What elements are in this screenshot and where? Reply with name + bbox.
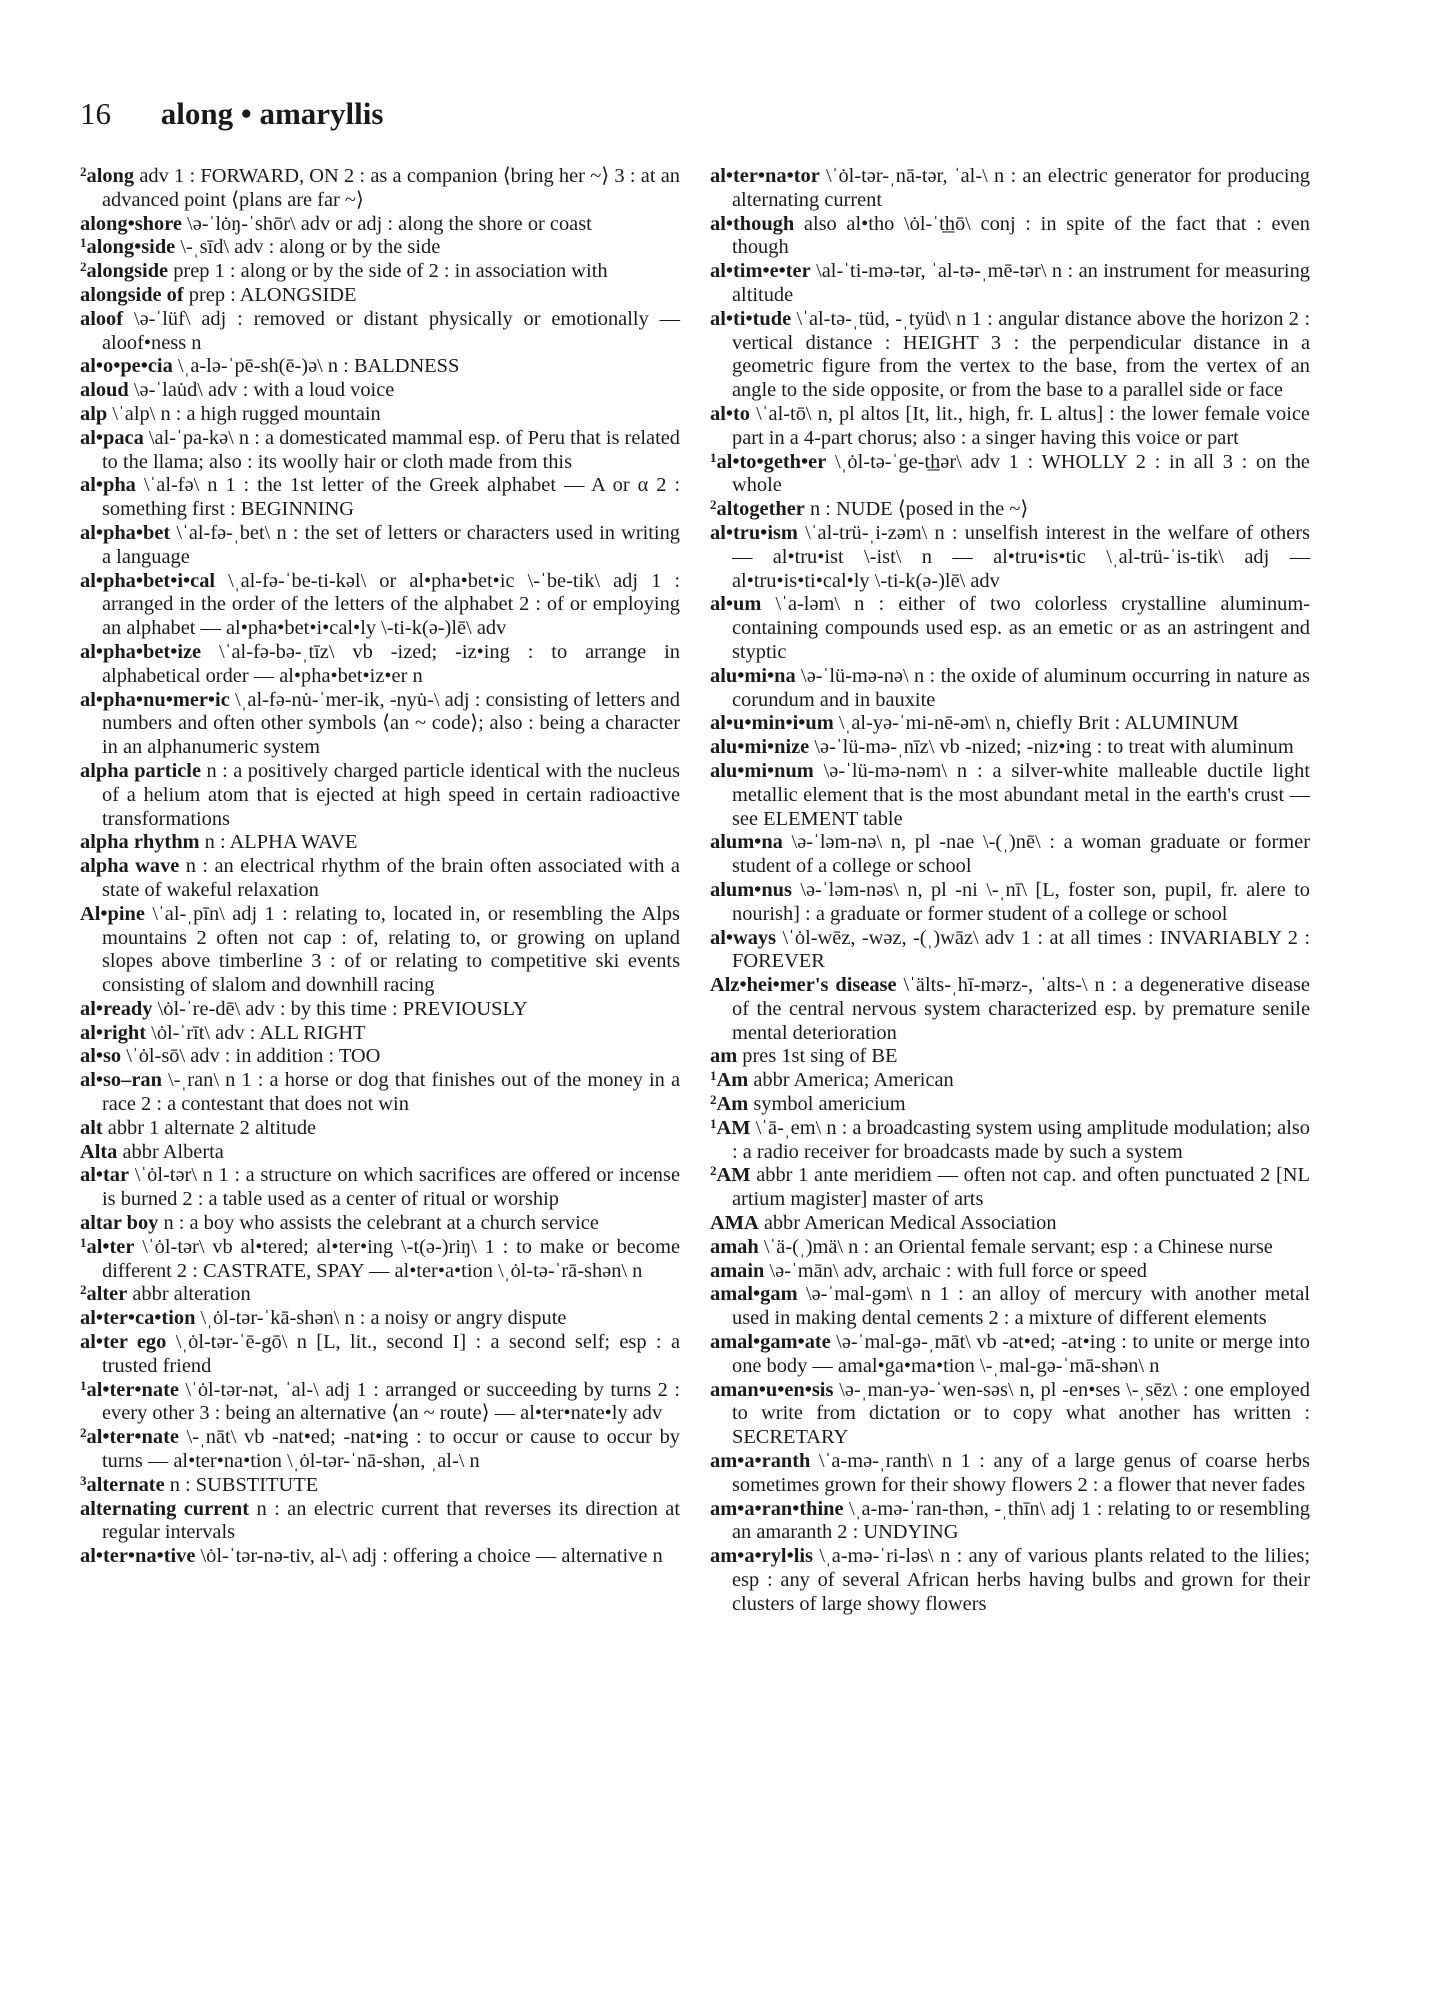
dictionary-entry bbox=[80, 522, 680, 570]
dictionary-entry bbox=[80, 213, 680, 237]
entry-headword bbox=[80, 998, 152, 1020]
dictionary-entry bbox=[80, 855, 680, 903]
entry-definition: \ˌȯl-tər-ˈē-gō\ n [L, lit., second I] : a second self; esp : a trusted friend bbox=[102, 1331, 681, 1377]
dictionary-entry bbox=[80, 427, 680, 475]
entry-definition: \ȯl-ˈre-dē\ adv : by this time : PREVIOUSLY bbox=[157, 997, 528, 1020]
entry-definition: \al-ˈpa-kə\ n : a domesticated mammal esp. of Peru that is related to the llama; also : its woolly hair or cloth made from this bbox=[102, 426, 680, 473]
headword-text: alpha particle bbox=[80, 759, 202, 782]
entry-definition: symbol americium bbox=[753, 1093, 906, 1116]
entry-definition: \ˌa-lə-ˈpē-sh(ē-)ə\ n : BALDNESS bbox=[177, 355, 460, 378]
entry-headword bbox=[80, 831, 200, 853]
headword-text: al•ready bbox=[80, 997, 153, 1020]
entry-definition: abbr American Medical Association bbox=[763, 1212, 1057, 1235]
entry-headword bbox=[80, 1307, 195, 1329]
entry-definition: \ə-ˈlüf\ adj : removed or distant physically or emotionally — aloof•ness n bbox=[102, 307, 680, 354]
entry-headword bbox=[710, 451, 826, 473]
entry-headword bbox=[80, 1426, 179, 1448]
dictionary-entry bbox=[710, 403, 1310, 451]
dictionary-entry bbox=[710, 1260, 1310, 1284]
headword-text: al•pha bbox=[80, 474, 136, 497]
dictionary-entry bbox=[710, 879, 1310, 927]
dictionary-entry bbox=[710, 1379, 1310, 1450]
entry-definition: prep : ALONGSIDE bbox=[188, 283, 357, 306]
entry-headword bbox=[710, 760, 814, 782]
dictionary-entry bbox=[80, 1545, 680, 1569]
entry-headword bbox=[710, 1331, 831, 1353]
entry-headword bbox=[710, 308, 791, 330]
entry-definition: \ˈal-fə-bə-ˌtīz\ vb -ized; -iz•ing : to arrange in alphabetical order — al•pha•bet•iz•er n bbox=[102, 640, 680, 687]
entry-definition: \ˈal-tō\ n, pl altos [It, lit., high, fr. L altus] : the lower female voice part in a 4-part chorus; also : a singer having this voice or part bbox=[732, 402, 1310, 449]
entry-headword bbox=[710, 665, 796, 687]
dictionary-entry bbox=[80, 236, 680, 260]
entry-headword bbox=[80, 1022, 146, 1044]
headword-text: alongside bbox=[86, 260, 169, 283]
entry-headword bbox=[80, 1474, 165, 1496]
headword-text: al•ter•nate bbox=[86, 1426, 179, 1449]
entry-definition: \-ˌran\ n 1 : a horse or dog that finishes out of the money in a race 2 : a contestant that does not win bbox=[102, 1069, 680, 1116]
headword-text: alum•nus bbox=[710, 878, 792, 901]
headword-text: al•tru•ism bbox=[710, 521, 798, 544]
entry-definition: \ˈȯl-tər-ˌnā-tər, ˈal-\ n : an electric generator for producing alternating current bbox=[732, 165, 1310, 211]
headword-text: al•u•min•i•um bbox=[710, 712, 834, 735]
headword-text: al•ti•tude bbox=[710, 307, 792, 330]
headword-text: al•ter•nate bbox=[86, 1378, 179, 1401]
homograph-number: 1 bbox=[710, 449, 717, 465]
entry-definition: \ˈal-fə\ n 1 : the 1st letter of the Greek alphabet — A or α 2 : something first : BEGINNING bbox=[102, 474, 680, 521]
headword-text: Al•pine bbox=[80, 902, 145, 925]
dictionary-entry bbox=[710, 974, 1310, 1045]
page-header bbox=[80, 96, 383, 132]
headword-text: am bbox=[710, 1045, 738, 1068]
entry-definition: \ˈal-trü-ˌi-zəm\ n : unselfish interest in the welfare of others — al•tru•ist \-ist\ n — al•tru•is•tic \ˌal-trü-ˈis-tik\ adj — al•tru•is•ti•cal•ly \-ti-k(ə-)lē\ adv bbox=[732, 521, 1310, 592]
entry-headword bbox=[710, 1545, 813, 1567]
entry-definition: \ˈȯl-tər-nət, ˈal-\ adj 1 : arranged or succeeding by turns 2 : every other 3 : being an alternative ⟨an ~ route⟩ — al•ter•nate•ly adv bbox=[102, 1378, 680, 1425]
entry-definition: \ə-ˈlȯŋ-ˈshōr\ adv or adj : along the shore or coast bbox=[187, 212, 592, 235]
dictionary-entry bbox=[710, 1236, 1310, 1260]
entry-definition: \-ˌnāt\ vb -nat•ed; -nat•ing : to occur or cause to occur by turns — al•ter•na•tion \ˌȯl-tər-ˈnā-shən, ˌal-\ n bbox=[102, 1426, 680, 1473]
entry-definition: \ə-ˈmal-gə-ˌmāt\ vb -at•ed; -at•ing : to unite or merge into one body — amal•ga•ma•tion \-ˌmal-gə-ˈmā-shən\ n bbox=[732, 1331, 1310, 1377]
dictionary-entry bbox=[710, 213, 1310, 261]
entry-headword bbox=[80, 1379, 179, 1401]
headword-text: am•a•ranth bbox=[710, 1450, 811, 1473]
entry-headword bbox=[80, 1212, 158, 1234]
entry-headword bbox=[710, 1069, 748, 1091]
dictionary-entry bbox=[710, 1498, 1310, 1546]
entry-definition: \ȯl-ˈtər-nə-tiv, al-\ adj : offering a choice — alternative n bbox=[200, 1545, 663, 1568]
homograph-number: 1 bbox=[710, 1115, 717, 1131]
entry-definition: \ˈälts-ˌhī-mərz-, ˈalts-\ n : a degenerative disease of the central nervous system characterized esp. by premature senile mental deterioration bbox=[732, 974, 1310, 1044]
entry-headword bbox=[80, 1331, 166, 1353]
headword-text: alter bbox=[86, 1283, 128, 1306]
dictionary-entry bbox=[80, 355, 680, 379]
dictionary-entry bbox=[710, 831, 1310, 879]
headword-text: al•so bbox=[80, 1045, 122, 1068]
dictionary-entry bbox=[710, 498, 1310, 522]
headword-text: al•ter ego bbox=[80, 1331, 167, 1354]
entry-definition: \ˈȯl-wēz, -wəz, -(ˌ)wāz\ adv 1 : at all times : INVARIABLY 2 : FOREVER bbox=[732, 926, 1310, 973]
headword-text: Alz•hei•mer's disease bbox=[710, 974, 897, 997]
entry-headword bbox=[710, 879, 792, 901]
entry-headword bbox=[80, 403, 107, 425]
entry-headword bbox=[80, 1283, 127, 1305]
entry-definition: \ˌa-mə-ˈran-thən, -ˌthīn\ adj 1 : relating to or resembling an amaranth 2 : UNDYING bbox=[732, 1497, 1310, 1544]
headword-text: al•so–ran bbox=[80, 1069, 162, 1092]
dictionary-entry bbox=[710, 1545, 1310, 1616]
entry-headword bbox=[80, 903, 145, 925]
dictionary-entry bbox=[80, 903, 680, 998]
entry-headword bbox=[80, 1045, 121, 1067]
headword-text: AMA bbox=[710, 1212, 759, 1235]
headword-text: al•pha•nu•mer•ic bbox=[80, 688, 230, 711]
headword-text: al•tim•e•ter bbox=[710, 260, 811, 283]
headword-text: alu•mi•na bbox=[710, 664, 796, 687]
entry-headword bbox=[80, 236, 175, 258]
entry-headword bbox=[80, 641, 201, 663]
dictionary-entry bbox=[80, 1117, 680, 1141]
dictionary-entry bbox=[710, 712, 1310, 736]
entry-headword bbox=[80, 1498, 249, 1520]
entry-headword bbox=[80, 689, 230, 711]
dictionary-entry bbox=[710, 260, 1310, 308]
entry-headword bbox=[80, 427, 144, 449]
entry-headword bbox=[710, 1212, 759, 1234]
headword-text: amain bbox=[710, 1259, 765, 1282]
entry-definition: abbr alteration bbox=[132, 1283, 251, 1306]
entry-headword bbox=[710, 1379, 833, 1401]
entry-definition: \al-ˈti-mə-tər, ˈal-tə-ˌmē-tər\ n : an instrument for measuring altitude bbox=[732, 260, 1310, 306]
entry-headword bbox=[710, 1260, 764, 1282]
dictionary-entry bbox=[80, 641, 680, 689]
headword-text: al•right bbox=[80, 1021, 147, 1044]
entry-headword bbox=[80, 1164, 129, 1186]
homograph-number: 1 bbox=[710, 1068, 717, 1084]
entry-definition: n : SUBSTITUTE bbox=[169, 1473, 319, 1496]
entry-definition: \ə-ˈmān\ adv, archaic : with full force or speed bbox=[769, 1259, 1147, 1282]
entry-definition: n : NUDE ⟨posed in the ~⟩ bbox=[809, 498, 1029, 521]
entry-headword bbox=[80, 570, 215, 592]
headword-text: alternate bbox=[86, 1473, 165, 1496]
entry-definition: \ˈal-tə-ˌtüd, -ˌtyüd\ n 1 : angular distance above the horizon 2 : vertical distance : HEIGHT 3 : the perpendicular distance in a geometric figure from the vertex to the base, from the vertex of an angle to the side opposite, or from the base to a parallel side or face bbox=[732, 307, 1310, 402]
entry-headword bbox=[710, 1093, 748, 1115]
dictionary-entry bbox=[80, 1283, 680, 1307]
entry-definition: \ə-ˈmal-gəm\ n 1 : an alloy of mercury with another metal used in making dental cements 2 : a mixture of different elements bbox=[732, 1283, 1310, 1330]
entry-definition: \ə-ˈlü-mə-nə\ n : the oxide of aluminum occurring in nature as corundum and in bauxite bbox=[732, 664, 1310, 711]
entry-headword bbox=[80, 284, 184, 306]
dictionary-entry bbox=[710, 1093, 1310, 1117]
dictionary-entry bbox=[710, 522, 1310, 593]
entry-headword bbox=[710, 260, 811, 282]
headword-text: alpha wave bbox=[80, 855, 180, 878]
headword-text: alternating current bbox=[80, 1497, 250, 1520]
homograph-number: 2 bbox=[710, 1163, 717, 1179]
dictionary-entry bbox=[80, 474, 680, 522]
entry-headword bbox=[710, 1498, 844, 1520]
headword-text: al•tar bbox=[80, 1164, 130, 1187]
entry-headword bbox=[710, 498, 805, 520]
entry-headword bbox=[80, 355, 173, 377]
entry-definition: abbr America; American bbox=[753, 1069, 954, 1092]
headword-text: al•o•pe•cia bbox=[80, 355, 173, 378]
headword-text: al•to•geth•er bbox=[716, 450, 827, 473]
headword-text: am•a•ryl•lis bbox=[710, 1545, 813, 1568]
entry-headword bbox=[710, 974, 897, 996]
entry-headword bbox=[80, 1069, 162, 1091]
entry-definition: \ˈal-ˌpīn\ adj 1 : relating to, located in, or resembling the Alps mountains 2 often not cap : of, relating to, or growing on upland slopes above timberline 3 : of or relating to competitive ski events consisting of slalom and downhill racing bbox=[102, 902, 680, 997]
entry-definition: \ə-ˈləm-nəs\ n, pl -ni \-ˌnī\ [L, foster son, pupil, fr. alere to nourish] : a graduate or former student of a college or school bbox=[732, 878, 1310, 925]
dictionary-entry bbox=[80, 403, 680, 427]
entry-headword bbox=[80, 522, 170, 544]
headword-text: alum•na bbox=[710, 831, 783, 854]
entry-definition: \-ˌsīd\ adv : along or by the side bbox=[180, 236, 441, 259]
dictionary-entry bbox=[80, 1379, 680, 1427]
headword-text: al•though bbox=[710, 212, 795, 235]
headword-text: AM bbox=[716, 1164, 751, 1187]
entry-definition: \ˈal-fə-ˌbet\ n : the set of letters or characters used in writing a language bbox=[102, 521, 680, 568]
dictionary-entry bbox=[80, 379, 680, 403]
homograph-number: 2 bbox=[80, 1425, 87, 1441]
dictionary-entry bbox=[80, 570, 680, 641]
entry-definition: abbr 1 ante meridiem — often not cap. and often punctuated 2 [NL artium magister] master of arts bbox=[732, 1164, 1310, 1211]
homograph-number: 1 bbox=[80, 1377, 87, 1393]
homograph-number: 2 bbox=[80, 1282, 87, 1298]
dictionary-entry bbox=[80, 760, 680, 831]
entry-headword bbox=[80, 474, 136, 496]
headword-text: al•ter•na•tive bbox=[80, 1545, 196, 1568]
headword-text: alpha rhythm bbox=[80, 831, 200, 854]
entry-headword bbox=[710, 1236, 759, 1258]
headword-text: alu•mi•num bbox=[710, 759, 814, 782]
headword-text: al•pha•bet•i•cal bbox=[80, 569, 216, 592]
headword-text: aloud bbox=[80, 379, 129, 402]
dictionary-entry bbox=[80, 1069, 680, 1117]
dictionary-entry bbox=[80, 308, 680, 356]
left-column bbox=[80, 165, 680, 1569]
entry-headword bbox=[80, 760, 201, 782]
dictionary-entry bbox=[80, 1045, 680, 1069]
entry-definition: \ˈȯl-tər\ vb al•tered; al•ter•ing \-t(ə-)riŋ\ 1 : to make or become different 2 : CASTRATE, SPAY — al•ter•a•tion \ˌȯl-tə-ˈrā-shən\ n bbox=[102, 1235, 680, 1282]
dictionary-entry bbox=[710, 593, 1310, 664]
entry-definition: n : an electric current that reverses its direction at regular intervals bbox=[102, 1497, 680, 1544]
entry-definition: prep 1 : along or by the side of 2 : in association with bbox=[173, 260, 608, 283]
entry-definition: abbr Alberta bbox=[122, 1140, 224, 1163]
entry-definition: \ˌa-mə-ˈri-ləs\ n : any of various plants related to the lilies; esp : any of several African herbs having bulbs and grown for their clusters of large showy flowers bbox=[732, 1545, 1310, 1615]
entry-headword bbox=[80, 1117, 103, 1139]
headword-text: along•side bbox=[86, 236, 176, 259]
dictionary-entry bbox=[710, 1212, 1310, 1236]
dictionary-entry bbox=[710, 1117, 1310, 1165]
entry-headword bbox=[80, 308, 123, 330]
entry-headword bbox=[80, 165, 134, 187]
entry-headword bbox=[710, 1283, 798, 1305]
entry-definition: \ˈa-ləm\ n : either of two colorless crystalline aluminum-containing compounds used esp. as an emetic or as an astringent and styptic bbox=[732, 593, 1310, 663]
homograph-number: 2 bbox=[80, 259, 87, 275]
entry-definition: n : ALPHA WAVE bbox=[204, 831, 358, 854]
dictionary-entry bbox=[80, 1426, 680, 1474]
dictionary-entry bbox=[710, 1450, 1310, 1498]
dictionary-entry bbox=[710, 760, 1310, 831]
entry-headword bbox=[80, 855, 179, 877]
dictionary-entry bbox=[710, 1331, 1310, 1379]
entry-definition: \ˈȯl-sō\ adv : in addition : TOO bbox=[126, 1045, 381, 1068]
headword-text: al•paca bbox=[80, 426, 144, 449]
entry-headword bbox=[710, 1045, 737, 1067]
page-number: 16 bbox=[80, 96, 111, 131]
dictionary-entry bbox=[710, 1164, 1310, 1212]
entry-headword bbox=[710, 165, 820, 187]
headword-text: al•ways bbox=[710, 926, 777, 949]
entry-headword bbox=[710, 403, 750, 425]
entry-definition: \ə-ˈlü-mə-nəm\ n : a silver-white malleable ductile light metallic element that is the most abundant metal in the earth's crust — see ELEMENT table bbox=[732, 759, 1310, 830]
headword-text: al•to bbox=[710, 402, 750, 425]
entry-headword bbox=[710, 927, 776, 949]
entry-definition: \ˌal-fə-ˈbe-ti-kəl\ or al•pha•bet•ic \-ˈbe-tik\ adj 1 : arranged in the order of the letters of the alphabet 2 : of or employing an alphabet — al•pha•bet•i•cal•ly \-ti-k(ə-)lē\ adv bbox=[102, 569, 680, 640]
headword-text: altogether bbox=[716, 498, 805, 521]
headword-text: am•a•ran•thine bbox=[710, 1497, 844, 1520]
entry-definition: \ˌȯl-tə-ˈge-t͟hər\ adv 1 : WHOLLY 2 : in all 3 : on the whole bbox=[732, 450, 1310, 497]
headword-text: al•ter•ca•tion bbox=[80, 1307, 196, 1330]
homograph-number: 3 bbox=[80, 1472, 87, 1488]
dictionary-entry bbox=[710, 736, 1310, 760]
entry-definition: n : a positively charged particle identical with the nucleus of a helium atom that is ejected at high speed in certain radioactive transformations bbox=[102, 759, 680, 830]
entry-headword bbox=[710, 522, 798, 544]
dictionary-entry bbox=[80, 284, 680, 308]
entry-headword bbox=[80, 1236, 134, 1258]
headword-text: amal•gam•ate bbox=[710, 1331, 831, 1354]
dictionary-entry bbox=[80, 165, 680, 213]
dictionary-entry bbox=[710, 451, 1310, 499]
entry-definition: pres 1st sing of BE bbox=[742, 1045, 898, 1068]
headword-text: Am bbox=[716, 1069, 749, 1092]
entry-headword bbox=[710, 831, 783, 853]
dictionary-entry bbox=[80, 1307, 680, 1331]
dictionary-entry bbox=[80, 1141, 680, 1165]
entry-definition: also al•tho \ȯl-ˈt͟hō\ conj : in spite of the fact that : even though bbox=[732, 212, 1310, 259]
dictionary-entry bbox=[710, 308, 1310, 403]
entry-definition: \ˌal-yə-ˈmi-nē-əm\ n, chiefly Brit : ALUMINUM bbox=[838, 712, 1239, 735]
dictionary-entry bbox=[80, 1022, 680, 1046]
dictionary-entry bbox=[80, 1331, 680, 1379]
dictionary-entry bbox=[80, 1212, 680, 1236]
entry-headword bbox=[710, 1450, 810, 1472]
dictionary-entry bbox=[710, 1069, 1310, 1093]
entry-definition: \ˌal-fə-nu̇-ˈmer-ik, -nyu̇-\ adj : consisting of letters and numbers and often other symbols ⟨an ~ code⟩; also : being a character in an alphanumeric system bbox=[102, 688, 680, 759]
entry-definition: abbr 1 alternate 2 altitude bbox=[107, 1116, 317, 1139]
entry-headword bbox=[710, 712, 834, 734]
dictionary-entry bbox=[80, 260, 680, 284]
headword-text: along•shore bbox=[80, 212, 182, 235]
headword-text: alp bbox=[80, 402, 108, 425]
entry-headword bbox=[710, 213, 794, 235]
entry-definition: n : an electrical rhythm of the brain often associated with a state of wakeful relaxation bbox=[102, 855, 680, 901]
entry-headword bbox=[710, 593, 761, 615]
dictionary-entry bbox=[710, 1045, 1310, 1069]
headword-text: altar boy bbox=[80, 1212, 159, 1235]
dictionary-entry bbox=[80, 1498, 680, 1546]
headword-text: Alta bbox=[80, 1140, 118, 1163]
entry-definition: \ˈä-(ˌ)mä\ n : an Oriental female servant; esp : a Chinese nurse bbox=[763, 1235, 1273, 1258]
entry-definition: n : a boy who assists the celebrant at a church service bbox=[163, 1212, 599, 1235]
entry-headword bbox=[80, 1141, 117, 1163]
entry-definition: \ˈalp\ n : a high rugged mountain bbox=[112, 402, 381, 425]
entry-headword bbox=[710, 1164, 750, 1186]
entry-definition: \ˌȯl-tər-ˈkā-shən\ n : a noisy or angry dispute bbox=[200, 1307, 567, 1330]
entry-definition: \ə-ˌman-yə-ˈwen-səs\ n, pl -en•ses \-ˌsēz\ : one employed to write from dictation or to copy what another has written : SECRETARY bbox=[732, 1378, 1310, 1449]
homograph-number: 2 bbox=[710, 1092, 717, 1108]
headword-text: AM bbox=[716, 1116, 751, 1139]
headword-text: al•pha•bet•ize bbox=[80, 640, 202, 663]
headword-text: along bbox=[86, 165, 135, 187]
entry-headword bbox=[80, 379, 129, 401]
entry-definition: \ə-ˈlau̇d\ adv : with a loud voice bbox=[133, 379, 395, 402]
entry-definition: \ˈȯl-tər\ n 1 : a structure on which sacrifices are offered or incense is burned 2 : a table used as a center of ritual or worship bbox=[102, 1164, 680, 1211]
headword-text: alt bbox=[80, 1116, 103, 1139]
homograph-number: 2 bbox=[710, 497, 717, 513]
right-column bbox=[710, 165, 1310, 1617]
homograph-number: 1 bbox=[80, 235, 87, 251]
dictionary-entry bbox=[80, 1164, 680, 1212]
entry-definition: \ȯl-ˈrīt\ adv : ALL RIGHT bbox=[151, 1021, 366, 1044]
entry-definition: \ˈā-ˌem\ n : a broadcasting system using amplitude modulation; also : a radio receiver for broadcasts made by such a system bbox=[732, 1116, 1310, 1163]
headword-text: al•ter•na•tor bbox=[710, 165, 820, 187]
entry-headword bbox=[710, 736, 809, 758]
entry-definition: adv 1 : FORWARD, ON 2 : as a companion ⟨bring her ~⟩ 3 : at an advanced point ⟨plans are far ~⟩ bbox=[102, 165, 680, 211]
headword-text: al•um bbox=[710, 593, 762, 616]
headword-text: amal•gam bbox=[710, 1283, 798, 1306]
dictionary-entry bbox=[710, 665, 1310, 713]
headword-text: aloof bbox=[80, 307, 124, 330]
entry-headword bbox=[80, 213, 182, 235]
entry-headword bbox=[80, 1545, 195, 1567]
homograph-number: 2 bbox=[80, 164, 87, 179]
headword-text: al•ter bbox=[86, 1235, 135, 1258]
dictionary-entry bbox=[80, 831, 680, 855]
headword-text: Am bbox=[716, 1093, 749, 1116]
dictionary-entry bbox=[710, 927, 1310, 975]
entry-definition: \ə-ˈlü-mə-ˌnīz\ vb -nized; -niz•ing : to treat with aluminum bbox=[814, 736, 1294, 759]
headword-text: alongside of bbox=[80, 283, 184, 306]
dictionary-entry bbox=[80, 689, 680, 760]
headword-text: al•pha•bet bbox=[80, 521, 171, 544]
dictionary-entry bbox=[80, 1474, 680, 1498]
dictionary-entry bbox=[80, 998, 680, 1022]
homograph-number: 1 bbox=[80, 1234, 87, 1250]
guide-words: along • amaryllis bbox=[160, 96, 384, 131]
entry-headword bbox=[80, 260, 168, 282]
entry-definition: \ə-ˈləm-nə\ n, pl -nae \-(ˌ)nē\ : a woman graduate or former student of a college or school bbox=[732, 831, 1310, 878]
entry-headword bbox=[710, 1117, 750, 1139]
entry-definition: \ˈa-mə-ˌranth\ n 1 : any of a large genus of coarse herbs sometimes grown for their showy flowers 2 : a flower that never fades bbox=[732, 1450, 1310, 1496]
dictionary-entry bbox=[710, 165, 1310, 213]
dictionary-entry bbox=[710, 1283, 1310, 1331]
headword-text: amah bbox=[710, 1235, 759, 1258]
dictionary-entry bbox=[80, 1236, 680, 1284]
headword-text: alu•mi•nize bbox=[710, 736, 810, 759]
headword-text: aman•u•en•sis bbox=[710, 1378, 834, 1401]
